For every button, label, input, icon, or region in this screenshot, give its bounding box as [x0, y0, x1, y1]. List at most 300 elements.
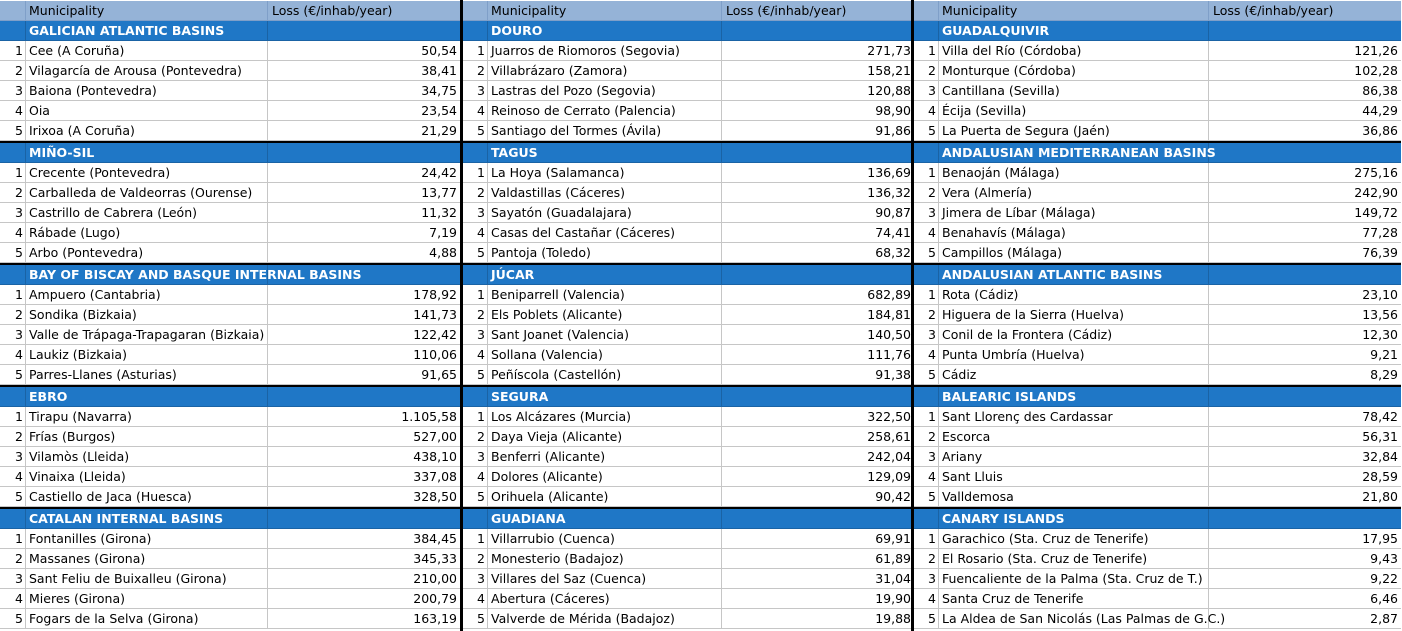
loss-value-cell: 210,00: [413, 571, 457, 586]
municipality-cell: Orihuela (Alicante): [488, 487, 722, 506]
table-row: [913, 365, 1401, 385]
table-row: [462, 529, 914, 549]
rank-cell: 1: [462, 529, 488, 548]
rank-cell: 4: [913, 101, 939, 120]
table-row: [913, 345, 1401, 365]
loss-value-cell: 23,10: [1362, 287, 1398, 302]
loss-value-cell: 56,31: [1362, 429, 1398, 444]
municipality-cell: Monturque (Córdoba): [939, 61, 1209, 80]
table-row: [462, 223, 914, 243]
municipality-cell: Benahavís (Málaga): [939, 223, 1209, 242]
loss-value-cell: 129,09: [867, 469, 911, 484]
rank-cell: 4: [913, 223, 939, 242]
table-row: [462, 243, 914, 263]
loss-value-cell: 110,06: [413, 347, 457, 362]
basin-rank-cell: [0, 387, 26, 406]
basin-value-cell: [1209, 387, 1401, 406]
column-header-row: [0, 1, 460, 21]
table-row: [0, 61, 460, 81]
rank-cell: 5: [462, 487, 488, 506]
basin-name: GUADALQUIVIR: [939, 21, 1209, 40]
rank-header: [913, 1, 939, 20]
rank-cell: 4: [0, 223, 26, 242]
municipality-cell: Punta Umbría (Huelva): [939, 345, 1209, 364]
table-row: [462, 305, 914, 325]
table-row: [0, 549, 460, 569]
table-row: [0, 427, 460, 447]
municipality-cell: Cádiz: [939, 365, 1209, 384]
municipality-cell: Santiago del Tormes (Ávila): [488, 121, 722, 140]
loss-value-cell: 34,75: [421, 83, 457, 98]
municipality-cell: Baiona (Pontevedra): [26, 81, 268, 100]
table-row: [0, 467, 460, 487]
loss-value-cell: 6,46: [1370, 591, 1398, 606]
basin-name: SEGURA: [488, 387, 722, 406]
basin-header-row: [913, 507, 1401, 529]
table-row: [913, 243, 1401, 263]
loss-value-cell: 91,38: [875, 367, 911, 382]
table-row: [913, 589, 1401, 609]
rank-cell: 1: [462, 285, 488, 304]
rank-header: [0, 1, 26, 20]
basin-name: TAGUS: [488, 143, 722, 162]
basin-value-cell: [722, 143, 914, 162]
municipality-cell: Villares del Saz (Cuenca): [488, 569, 722, 588]
municipality-cell: Fuencaliente de la Palma (Sta. Cruz de T.): [939, 569, 1209, 588]
basin-name: GALICIAN ATLANTIC BASINS: [26, 21, 268, 40]
table-row: [462, 487, 914, 507]
municipality-cell: Valverde de Mérida (Badajoz): [488, 609, 722, 628]
table-row: [462, 121, 914, 141]
table-row: [913, 183, 1401, 203]
rank-cell: 3: [0, 203, 26, 222]
rank-cell: 3: [462, 325, 488, 344]
table-row: [913, 121, 1401, 141]
table-row: [0, 41, 460, 61]
basin-value-cell: [268, 509, 460, 528]
basin-rank-cell: [913, 265, 939, 284]
rank-cell: 4: [0, 101, 26, 120]
loss-value-cell: 122,42: [413, 327, 457, 342]
rank-cell: 4: [913, 345, 939, 364]
table-row: [462, 203, 914, 223]
basin-header-row: [913, 263, 1401, 285]
loss-value-cell: 8,29: [1370, 367, 1398, 382]
municipality-cell: Pantoja (Toledo): [488, 243, 722, 262]
municipality-cell: Laukiz (Bizkaia): [26, 345, 268, 364]
rank-cell: 5: [913, 243, 939, 262]
rank-cell: 2: [462, 427, 488, 446]
rank-cell: 5: [913, 365, 939, 384]
table-row: [913, 529, 1401, 549]
basin-value-cell: [1209, 265, 1401, 284]
table-row: [0, 163, 460, 183]
loss-value-cell: 69,91: [875, 531, 911, 546]
basin-header-row: [0, 141, 460, 163]
rank-cell: 2: [462, 549, 488, 568]
loss-value-cell: 328,50: [413, 489, 457, 504]
loss-value-cell: 31,04: [875, 571, 911, 586]
table-row: [0, 609, 460, 629]
rank-cell: 1: [913, 407, 939, 426]
basin-header-row: [462, 21, 914, 41]
table-row: [0, 183, 460, 203]
basin-header-row: [462, 263, 914, 285]
loss-value-cell: 438,10: [413, 449, 457, 464]
municipality-cell: Sant Joanet (Valencia): [488, 325, 722, 344]
loss-value-cell: 4,88: [429, 245, 457, 260]
rank-cell: 2: [913, 61, 939, 80]
loss-value-cell: 28,59: [1362, 469, 1398, 484]
loss-value-cell: 13,77: [421, 185, 457, 200]
basin-value-cell: [268, 387, 460, 406]
municipality-cell: Valldemosa: [939, 487, 1209, 506]
loss-value-cell: 77,28: [1362, 225, 1398, 240]
municipality-cell: Juarros de Riomoros (Segovia): [488, 41, 722, 60]
municipality-cell: Mieres (Girona): [26, 589, 268, 608]
rank-cell: 3: [0, 569, 26, 588]
table-row: [0, 223, 460, 243]
basin-name: BAY OF BISCAY AND BASQUE INTERNAL BASINS: [26, 265, 268, 284]
rank-cell: 1: [0, 407, 26, 426]
loss-value-cell: 242,04: [867, 449, 911, 464]
rank-cell: 5: [462, 243, 488, 262]
rank-cell: 1: [0, 41, 26, 60]
loss-value-cell: 9,43: [1370, 551, 1398, 566]
basin-name: CATALAN INTERNAL BASINS: [26, 509, 268, 528]
municipality-cell: Casas del Castañar (Cáceres): [488, 223, 722, 242]
loss-value-cell: 121,26: [1354, 43, 1398, 58]
basin-header-row: [913, 21, 1401, 41]
loss-value-cell: 36,86: [1362, 123, 1398, 138]
rank-cell: 1: [913, 41, 939, 60]
basin-rank-cell: [913, 143, 939, 162]
loss-value-cell: 102,28: [1354, 63, 1398, 78]
basin-header-row: [462, 385, 914, 407]
municipality-cell: Castrillo de Cabrera (León): [26, 203, 268, 222]
rank-cell: 5: [462, 365, 488, 384]
municipality-cell: Abertura (Cáceres): [488, 589, 722, 608]
rank-cell: 3: [0, 81, 26, 100]
municipality-cell: Reinoso de Cerrato (Palencia): [488, 101, 722, 120]
municipality-cell: Ariany: [939, 447, 1209, 466]
rank-cell: 1: [462, 41, 488, 60]
municipality-cell: Campillos (Málaga): [939, 243, 1209, 262]
table-row: [913, 81, 1401, 101]
table-row: [0, 285, 460, 305]
table-row: [0, 529, 460, 549]
rank-cell: 2: [462, 61, 488, 80]
table-row: [462, 589, 914, 609]
loss-value-cell: 23,54: [421, 103, 457, 118]
municipality-cell: Villabrázaro (Zamora): [488, 61, 722, 80]
municipality-cell: Carballeda de Valdeorras (Ourense): [26, 183, 268, 202]
basin-value-cell: [722, 265, 914, 284]
rank-cell: 4: [0, 467, 26, 486]
rank-cell: 1: [462, 407, 488, 426]
table-row: [913, 549, 1401, 569]
loss-header: Loss (€/inhab/year): [726, 3, 847, 18]
table-panel-1: [0, 1, 460, 631]
table-row: [0, 487, 460, 507]
basin-rank-cell: [0, 265, 26, 284]
table-row: [0, 101, 460, 121]
table-row: [462, 569, 914, 589]
table-row: [0, 345, 460, 365]
table-panel-3: [913, 1, 1401, 631]
loss-value-cell: 50,54: [421, 43, 457, 58]
table-row: [913, 487, 1401, 507]
rank-cell: 2: [462, 183, 488, 202]
municipality-header: Municipality: [26, 1, 268, 20]
municipality-cell: Garachico (Sta. Cruz de Tenerife): [939, 529, 1209, 548]
municipality-header: Municipality: [939, 1, 1209, 20]
loss-value-cell: 136,32: [867, 185, 911, 200]
rank-cell: 2: [0, 61, 26, 80]
rank-cell: 5: [0, 243, 26, 262]
basin-rank-cell: [913, 387, 939, 406]
municipality-cell: Cantillana (Sevilla): [939, 81, 1209, 100]
rank-cell: 4: [462, 589, 488, 608]
table-row: [0, 589, 460, 609]
rank-cell: 2: [913, 549, 939, 568]
rank-cell: 5: [0, 487, 26, 506]
municipality-cell: Tirapu (Navarra): [26, 407, 268, 426]
loss-value-cell: 384,45: [413, 531, 457, 546]
rank-cell: 2: [0, 549, 26, 568]
table-row: [0, 81, 460, 101]
table-row: [0, 407, 460, 427]
loss-value-cell: 98,90: [875, 103, 911, 118]
loss-value-cell: 258,61: [867, 429, 911, 444]
municipality-cell: Rota (Cádiz): [939, 285, 1209, 304]
basin-value-cell: [268, 265, 460, 284]
basin-header-row: [913, 141, 1401, 163]
municipality-cell: Los Alcázares (Murcia): [488, 407, 722, 426]
municipality-cell: Villarrubio (Cuenca): [488, 529, 722, 548]
rank-cell: 3: [462, 447, 488, 466]
table-row: [913, 407, 1401, 427]
rank-cell: 4: [462, 467, 488, 486]
basin-value-cell: [722, 21, 914, 40]
table-row: [462, 447, 914, 467]
loss-value-cell: 141,73: [413, 307, 457, 322]
municipality-cell: Massanes (Girona): [26, 549, 268, 568]
panel-separator: [911, 0, 914, 631]
table-row: [462, 81, 914, 101]
loss-value-cell: 86,38: [1362, 83, 1398, 98]
loss-header: Loss (€/inhab/year): [1213, 3, 1334, 18]
rank-cell: 2: [0, 305, 26, 324]
table-row: [913, 61, 1401, 81]
municipality-cell: Sant Feliu de Buixalleu (Girona): [26, 569, 268, 588]
rank-cell: 5: [913, 609, 939, 628]
municipality-cell: Arbo (Pontevedra): [26, 243, 268, 262]
loss-value-cell: 149,72: [1354, 205, 1398, 220]
table-row: [462, 609, 914, 629]
municipality-cell: El Rosario (Sta. Cruz de Tenerife): [939, 549, 1209, 568]
loss-value-cell: 68,32: [875, 245, 911, 260]
rank-cell: 3: [913, 81, 939, 100]
basin-rank-cell: [462, 387, 488, 406]
rank-cell: 3: [913, 569, 939, 588]
basin-name: ANDALUSIAN ATLANTIC BASINS: [939, 265, 1209, 284]
table-row: [913, 325, 1401, 345]
loss-value-cell: 90,87: [875, 205, 911, 220]
municipality-cell: Fogars de la Selva (Girona): [26, 609, 268, 628]
rank-cell: 4: [462, 101, 488, 120]
table-row: [913, 203, 1401, 223]
loss-value-cell: 1.105,58: [401, 409, 457, 424]
loss-value-cell: 9,21: [1370, 347, 1398, 362]
rank-cell: 3: [462, 569, 488, 588]
municipality-cell: Valdastillas (Cáceres): [488, 183, 722, 202]
municipality-cell: La Puerta de Segura (Jaén): [939, 121, 1209, 140]
loss-value-cell: 184,81: [867, 307, 911, 322]
municipality-cell: Beniparrell (Valencia): [488, 285, 722, 304]
basin-rank-cell: [0, 143, 26, 162]
basin-rank-cell: [913, 509, 939, 528]
municipality-cell: Oia: [26, 101, 268, 120]
table-row: [0, 243, 460, 263]
rank-cell: 4: [462, 345, 488, 364]
basin-value-cell: [722, 509, 914, 528]
municipality-cell: La Aldea de San Nicolás (Las Palmas de G.C.): [939, 609, 1209, 628]
rank-cell: 5: [0, 609, 26, 628]
municipality-cell: Escorca: [939, 427, 1209, 446]
loss-value-cell: 242,90: [1354, 185, 1398, 200]
rank-cell: 3: [913, 325, 939, 344]
basin-header-row: [0, 263, 460, 285]
municipality-cell: Castiello de Jaca (Huesca): [26, 487, 268, 506]
table-row: [0, 365, 460, 385]
rank-cell: 5: [462, 121, 488, 140]
basin-name: GUADIANA: [488, 509, 722, 528]
rank-cell: 1: [913, 529, 939, 548]
column-header-row: [462, 1, 914, 21]
loss-value-cell: 91,86: [875, 123, 911, 138]
municipality-cell: Lastras del Pozo (Segovia): [488, 81, 722, 100]
loss-value-cell: 21,29: [421, 123, 457, 138]
basin-rank-cell: [913, 21, 939, 40]
table-row: [0, 447, 460, 467]
municipality-cell: Fontanilles (Girona): [26, 529, 268, 548]
loss-value-cell: 345,33: [413, 551, 457, 566]
rank-cell: 4: [0, 345, 26, 364]
loss-value-cell: 38,41: [421, 63, 457, 78]
loss-value-cell: 120,88: [867, 83, 911, 98]
rank-cell: 5: [462, 609, 488, 628]
loss-value-cell: 271,73: [867, 43, 911, 58]
municipality-cell: Dolores (Alicante): [488, 467, 722, 486]
municipality-cell: Sayatón (Guadalajara): [488, 203, 722, 222]
rank-header: [462, 1, 488, 20]
loss-value-cell: 21,80: [1362, 489, 1398, 504]
municipality-cell: Monesterio (Badajoz): [488, 549, 722, 568]
table-row: [913, 41, 1401, 61]
municipality-cell: Vilagarcía de Arousa (Pontevedra): [26, 61, 268, 80]
loss-value-cell: 7,19: [429, 225, 457, 240]
table-row: [462, 427, 914, 447]
table-row: [462, 549, 914, 569]
basin-name: ANDALUSIAN MEDITERRANEAN BASINS: [939, 143, 1209, 162]
panel-separator: [460, 0, 463, 631]
rank-cell: 4: [462, 223, 488, 242]
basin-name: CANARY ISLANDS: [939, 509, 1209, 528]
table-row: [913, 223, 1401, 243]
table-row: [0, 305, 460, 325]
rank-cell: 3: [462, 81, 488, 100]
table-row: [0, 121, 460, 141]
municipality-cell: Rábade (Lugo): [26, 223, 268, 242]
rank-cell: 1: [462, 163, 488, 182]
loss-value-cell: 111,76: [867, 347, 911, 362]
basin-header-row: [0, 385, 460, 407]
municipality-cell: Villa del Río (Córdoba): [939, 41, 1209, 60]
loss-value-cell: 76,39: [1362, 245, 1398, 260]
municipality-cell: Jimera de Líbar (Málaga): [939, 203, 1209, 222]
municipality-cell: Vera (Almería): [939, 183, 1209, 202]
basin-value-cell: [1209, 509, 1401, 528]
loss-value-cell: 136,69: [867, 165, 911, 180]
loss-value-cell: 13,56: [1362, 307, 1398, 322]
loss-value-cell: 90,42: [875, 489, 911, 504]
table-row: [462, 41, 914, 61]
basin-rank-cell: [462, 143, 488, 162]
loss-value-cell: 527,00: [413, 429, 457, 444]
table-row: [0, 325, 460, 345]
municipality-cell: Daya Vieja (Alicante): [488, 427, 722, 446]
municipality-cell: La Hoya (Salamanca): [488, 163, 722, 182]
municipality-cell: Irixoa (A Coruña): [26, 121, 268, 140]
basin-rank-cell: [0, 509, 26, 528]
table-row: [462, 61, 914, 81]
table-row: [913, 163, 1401, 183]
loss-value-cell: 74,41: [875, 225, 911, 240]
municipality-cell: Benferri (Alicante): [488, 447, 722, 466]
loss-value-cell: 19,90: [875, 591, 911, 606]
basin-header-row: [462, 141, 914, 163]
basin-rank-cell: [462, 265, 488, 284]
basin-name: DOURO: [488, 21, 722, 40]
municipality-cell: Écija (Sevilla): [939, 101, 1209, 120]
column-header-row: [913, 1, 1401, 21]
loss-value-cell: 91,65: [421, 367, 457, 382]
table-row: [0, 203, 460, 223]
municipality-cell: Higuera de la Sierra (Huelva): [939, 305, 1209, 324]
basin-value-cell: [1209, 21, 1401, 40]
table-row: [913, 285, 1401, 305]
basin-name: MIÑO-SIL: [26, 143, 268, 162]
basin-header-row: [0, 507, 460, 529]
loss-value-cell: 78,42: [1362, 409, 1398, 424]
rank-cell: 3: [913, 203, 939, 222]
municipality-cell: Peñíscola (Castellón): [488, 365, 722, 384]
rank-cell: 1: [0, 529, 26, 548]
loss-value-cell: 337,08: [413, 469, 457, 484]
rank-cell: 5: [0, 121, 26, 140]
table-row: [462, 365, 914, 385]
loss-value-cell: 32,84: [1362, 449, 1398, 464]
rank-cell: 1: [0, 163, 26, 182]
rank-cell: 2: [0, 183, 26, 202]
municipality-cell: Santa Cruz de Tenerife: [939, 589, 1209, 608]
rank-cell: 2: [913, 183, 939, 202]
rank-cell: 4: [913, 589, 939, 608]
loss-value-cell: 158,21: [867, 63, 911, 78]
basin-value-cell: [722, 387, 914, 406]
loss-value-cell: 178,92: [413, 287, 457, 302]
